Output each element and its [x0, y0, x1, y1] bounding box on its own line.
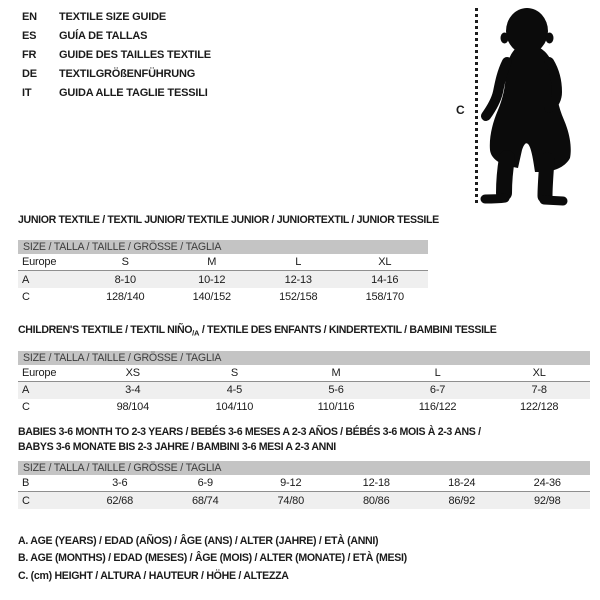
- table-row: [18, 492, 590, 509]
- language-title: TEXTILGRÖßENFÜHRUNG: [59, 68, 196, 80]
- cell-value: 92/98: [533, 494, 561, 507]
- cell-value: 24-36: [533, 477, 561, 489]
- cell-value: M: [207, 256, 217, 268]
- cell-value: 122/128: [519, 401, 559, 413]
- cell-value: 4-5: [226, 384, 243, 396]
- table-row: [18, 288, 428, 305]
- footnote-line: C. (cm) HEIGHT / ALTURA / HAUTEUR / HÖHE / ALTEZZA: [18, 569, 289, 582]
- table-row: [18, 365, 590, 382]
- row-label: B: [22, 477, 30, 489]
- cell-value: 104/110: [215, 401, 254, 413]
- cell-value: 116/122: [418, 401, 457, 413]
- cell-value: 8-10: [114, 273, 136, 286]
- junior-size-table: [18, 254, 428, 305]
- cell-value: 7-8: [531, 384, 547, 396]
- cell-value: 140/152: [192, 290, 231, 303]
- cell-value: 10-12: [198, 273, 226, 286]
- cell-value: 110/116: [317, 401, 355, 413]
- cell-value: 14-16: [371, 273, 399, 286]
- table-row: [18, 399, 590, 416]
- cell-value: 6-9: [197, 477, 213, 489]
- cell-value: L: [295, 256, 302, 268]
- language-title: TEXTILE SIZE GUIDE: [59, 11, 167, 23]
- language-row: [22, 8, 211, 27]
- section-junior: [18, 213, 439, 305]
- cell-value: XL: [378, 256, 392, 268]
- cell-value: XS: [125, 366, 140, 379]
- cell-value: 86/92: [448, 494, 476, 507]
- children-title-pre: CHILDREN'S TEXTILE / TEXTIL NIÑO: [18, 324, 193, 336]
- babies-title-line1: BABIES 3-6 MONTH TO 2-3 YEARS / BEBÉS 3-6 MESES A 2-3 AÑOS / BÉBÉS 3-6 MOIS À 2-3 ANS /: [18, 426, 481, 438]
- children-size-header-bar: SIZE / TALLA / TAILLE / GRÖSSE / TAGLIA: [18, 351, 590, 365]
- cell-value: 5-6: [328, 384, 344, 396]
- language-code: IT: [22, 87, 32, 99]
- cell-value: 12-18: [362, 477, 390, 489]
- cell-value: S: [230, 366, 238, 379]
- children-title-subscript: /A: [192, 328, 200, 338]
- table-row: [18, 271, 428, 288]
- cell-value: 12-13: [284, 273, 312, 286]
- language-code: EN: [22, 11, 37, 23]
- section-babies: [18, 425, 590, 509]
- cell-value: 6-7: [429, 384, 446, 396]
- cell-value: 158/170: [365, 290, 404, 303]
- junior-table-title: JUNIOR TEXTILE / TEXTIL JUNIOR/ TEXTILE JUNIOR / JUNIORTEXTIL / JUNIOR TESSILE: [18, 214, 439, 226]
- children-title-post: / TEXTILE DES ENFANTS / KINDERTEXTIL / BAMBINI TESSILE: [199, 324, 497, 336]
- section-children: [18, 323, 590, 416]
- babies-size-header-bar: SIZE / TALLA / TAILLE / GRÖSSE / TAGLIA: [18, 461, 590, 475]
- cell-value: 3-4: [125, 384, 141, 396]
- language-code: ES: [22, 30, 37, 42]
- cell-value: M: [331, 366, 341, 379]
- table-row: [18, 254, 428, 271]
- cell-value: 18-24: [448, 477, 476, 489]
- language-row: [22, 84, 211, 103]
- row-label: Europe: [22, 256, 57, 268]
- cell-value: 62/68: [106, 494, 134, 507]
- measure-label-c: C: [456, 103, 465, 117]
- table-row: [18, 382, 590, 399]
- row-label: A: [22, 273, 30, 286]
- row-label: C: [22, 401, 30, 413]
- language-row: [22, 46, 211, 65]
- cell-value: 3-6: [112, 477, 128, 489]
- babies-table-title: [18, 425, 590, 455]
- junior-size-header-bar: SIZE / TALLA / TAILLE / GRÖSSE / TAGLIA: [18, 240, 428, 254]
- cell-value: 128/140: [106, 290, 145, 303]
- language-code: DE: [22, 68, 37, 80]
- cell-value: S: [121, 256, 129, 268]
- babies-size-table: [18, 475, 590, 509]
- language-title: GUIDA ALLE TAGLIE TESSILI: [59, 87, 208, 99]
- language-code: FR: [22, 49, 37, 61]
- children-size-table: [18, 365, 590, 416]
- language-list: [22, 8, 211, 103]
- footnote-line: A. AGE (YEARS) / EDAD (AÑOS) / ÂGE (ANS) / ALTER (JAHRE) / ETÀ (ANNI): [18, 535, 379, 547]
- cell-value: 74/80: [277, 494, 305, 507]
- cell-value: 9-12: [280, 477, 302, 489]
- language-title: GUIDE DES TAILLES TEXTILE: [59, 49, 211, 61]
- cell-value: 68/74: [191, 494, 219, 507]
- row-label: A: [22, 384, 30, 396]
- row-label: Europe: [22, 366, 57, 379]
- cell-value: 80/86: [362, 494, 390, 507]
- row-label: C: [22, 494, 30, 507]
- footnote-legend: [18, 533, 407, 585]
- babies-title-line2: BABYS 3-6 MONATE BIS 2-3 JAHRE / BAMBINI 3-6 MESI A 2-3 ANNI: [18, 441, 336, 453]
- table-row: [18, 475, 590, 492]
- language-row: [22, 27, 211, 46]
- cell-value: L: [434, 366, 441, 379]
- toddler-silhouette-image: [478, 0, 598, 210]
- language-row: [22, 65, 211, 84]
- row-label: C: [22, 290, 30, 303]
- children-table-title: [18, 323, 590, 341]
- language-title: GUÍA DE TALLAS: [59, 30, 148, 42]
- cell-value: 152/158: [279, 290, 318, 303]
- cell-value: XL: [532, 366, 546, 379]
- cell-value: 98/104: [116, 401, 150, 413]
- footnote-line: B. AGE (MONTHS) / EDAD (MESES) / ÂGE (MOIS) / ALTER (MONATE) / ETÀ (MESI): [18, 552, 407, 565]
